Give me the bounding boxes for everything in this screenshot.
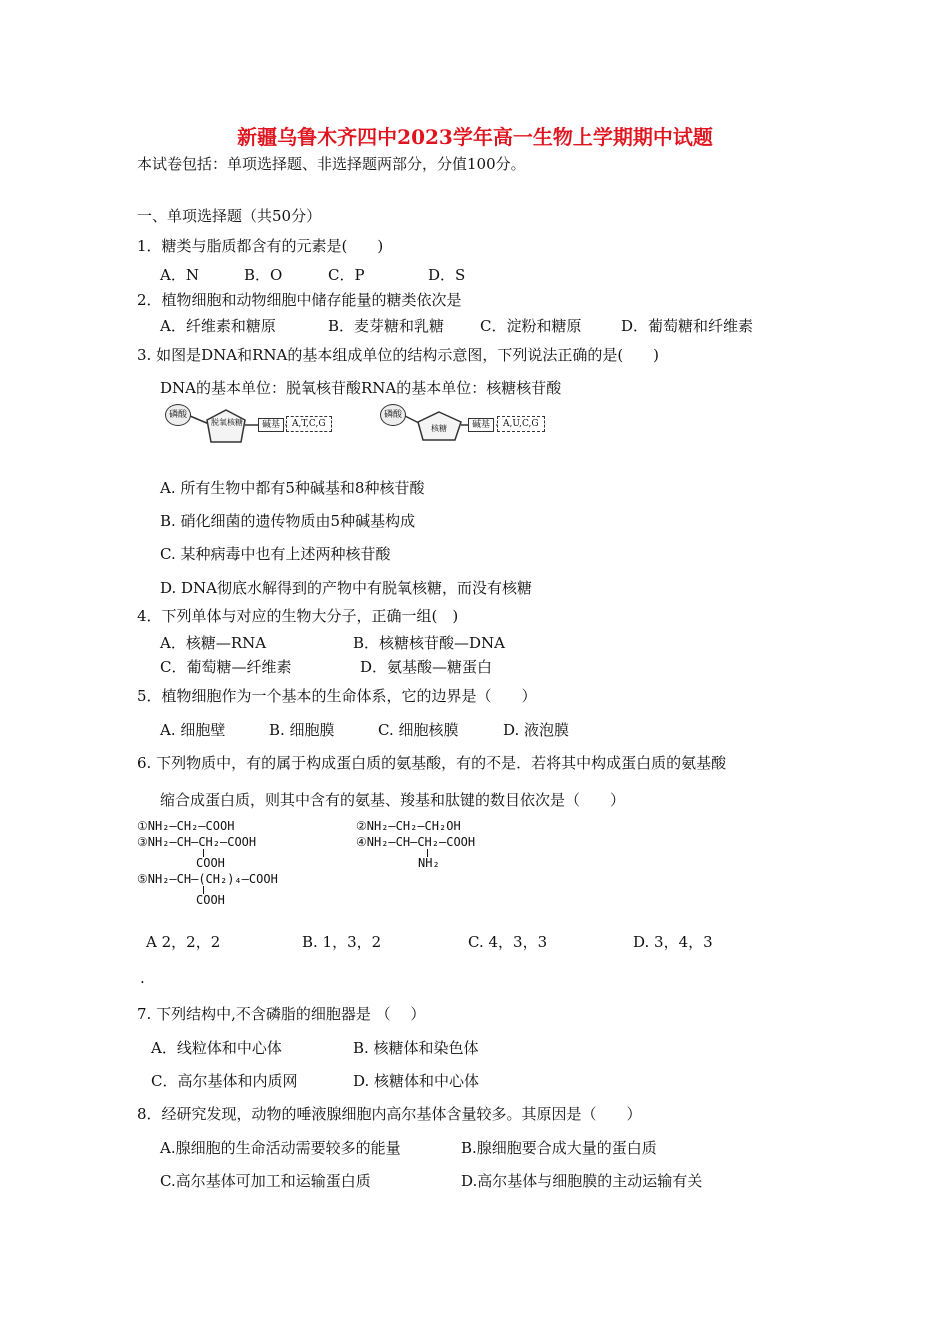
question-1-option-d: D．S xyxy=(428,266,466,284)
question-1-option-a: A．N xyxy=(160,266,199,284)
question-6-stem-line1: 6. 下列物质中，有的属于构成蛋白质的氨基酸，有的不是．若将其中构成蛋白质的氨基酸 xyxy=(137,754,727,772)
question-1-option-c: C．P xyxy=(328,266,365,284)
question-3-option-c: C. 某种病毒中也有上述两种核苷酸 xyxy=(160,545,391,563)
question-5-option-b: B. 细胞膜 xyxy=(269,721,335,739)
stray-dot: . xyxy=(140,969,145,987)
question-4-option-a: A．核糖—RNA xyxy=(160,634,267,652)
question-4-option-b: B．核糖核苷酸—DNA xyxy=(353,634,506,652)
rna-phosphate-label: 磷酸 xyxy=(380,404,406,426)
question-8-option-c: C.高尔基体可加工和运输蛋白质 xyxy=(160,1172,371,1190)
question-4-stem: 4．下列单体与对应的生物大分子，正确一组( ) xyxy=(137,607,459,625)
question-3-caption: DNA的基本单位：脱氧核苷酸RNA的基本单位：核糖核苷酸 xyxy=(160,379,562,397)
question-7-option-b: B. 核糖体和染色体 xyxy=(353,1039,479,1057)
question-2-option-a: A．纤维素和糖原 xyxy=(160,317,276,335)
question-7-option-c: C．高尔基体和内质网 xyxy=(151,1072,298,1090)
question-4-option-c: C．葡萄糖—纤维素 xyxy=(160,658,292,676)
question-5-option-a: A. 细胞壁 xyxy=(160,721,226,739)
question-6-stem-line2: 缩合成蛋白质，则其中含有的氨基、羧基和肽键的数目依次是（ ） xyxy=(160,791,626,809)
question-1-stem: 1．糖类与脂质都含有的元素是( ) xyxy=(137,237,384,255)
question-3-option-b: B. 硝化细菌的遗传物质由5种碱基构成 xyxy=(160,512,416,530)
dna-phosphate-label: 磷酸 xyxy=(165,404,191,426)
page-title: 新疆乌鲁木齐四中2023学年高一生物上学期期中试题 xyxy=(237,125,713,149)
question-6-option-c: C. 4，3，3 xyxy=(468,933,548,951)
rna-bases: A,U,C,G xyxy=(497,416,545,432)
question-3-option-a: A. 所有生物中都有5种碱基和8种核苷酸 xyxy=(160,479,425,497)
question-7-stem: 7. 下列结构中,不含磷脂的细胞器是 （ ） xyxy=(137,1005,426,1023)
question-8-option-a: A.腺细胞的生命活动需要较多的能量 xyxy=(160,1139,401,1157)
question-6-option-a: A 2，2，2 xyxy=(146,933,221,951)
deoxyribose-label: 脱氧核糖 xyxy=(211,418,243,427)
formula-2: ②NH₂—CH₂—CH₂OH xyxy=(356,819,461,833)
intro-text: 本试卷包括：单项选择题、非选择题两部分，分值100分。 xyxy=(137,155,526,173)
formula-1: ①NH₂—CH₂—COOH xyxy=(137,819,235,833)
question-5-option-c: C. 细胞核膜 xyxy=(378,721,459,739)
question-2-option-c: C．淀粉和糖原 xyxy=(480,317,582,335)
question-3-stem: 3. 如图是DNA和RNA的基本组成单位的结构示意图，下列说法正确的是( ) xyxy=(137,346,660,364)
formula-5-sub: COOH xyxy=(196,893,225,907)
nucleotide-diagram xyxy=(163,402,563,448)
question-6-option-b: B. 1，3，2 xyxy=(302,933,382,951)
formula-5: ⑤NH₂—CH—(CH₂)₄—COOH xyxy=(137,872,278,886)
question-1-option-b: B．O xyxy=(244,266,283,284)
question-8-stem: 8．经研究发现，动物的唾液腺细胞内高尔基体含量较多。其原因是（ ） xyxy=(137,1105,642,1123)
formula-3: ③NH₂—CH—CH₂—COOH xyxy=(137,835,257,849)
formula-4: ④NH₂—CH—CH₂—COOH xyxy=(356,835,476,849)
question-8-option-b: B.腺细胞要合成大量的蛋白质 xyxy=(461,1139,657,1157)
question-5-option-d: D. 液泡膜 xyxy=(503,721,570,739)
section-heading: 一、单项选择题（共50分） xyxy=(137,207,322,225)
question-2-stem: 2．植物细胞和动物细胞中储存能量的糖类依次是 xyxy=(137,291,462,309)
dna-bases: A,T,C,G xyxy=(286,416,332,432)
question-2-option-d: D．葡萄糖和纤维素 xyxy=(621,317,754,335)
question-6-option-d: D. 3，4，3 xyxy=(633,933,713,951)
rna-base-label: 碱基 xyxy=(468,418,494,432)
question-2-option-b: B．麦芽糖和乳糖 xyxy=(328,317,445,335)
question-4-option-d: D．氨基酸—糖蛋白 xyxy=(360,658,493,676)
dna-base-label: 碱基 xyxy=(258,418,284,432)
formula-3-sub: COOH xyxy=(196,856,225,870)
question-3-option-d: D. DNA彻底水解得到的产物中有脱氧核糖，而没有核糖 xyxy=(160,579,533,597)
ribose-label: 核糖 xyxy=(431,424,447,433)
question-8-option-d: D.高尔基体与细胞膜的主动运输有关 xyxy=(461,1172,703,1190)
formula-4-sub: NH₂ xyxy=(418,856,440,870)
question-7-option-d: D. 核糖体和中心体 xyxy=(353,1072,480,1090)
question-7-option-a: A．线粒体和中心体 xyxy=(151,1039,282,1057)
question-5-stem: 5．植物细胞作为一个基本的生命体系，它的边界是（ ） xyxy=(137,687,537,705)
